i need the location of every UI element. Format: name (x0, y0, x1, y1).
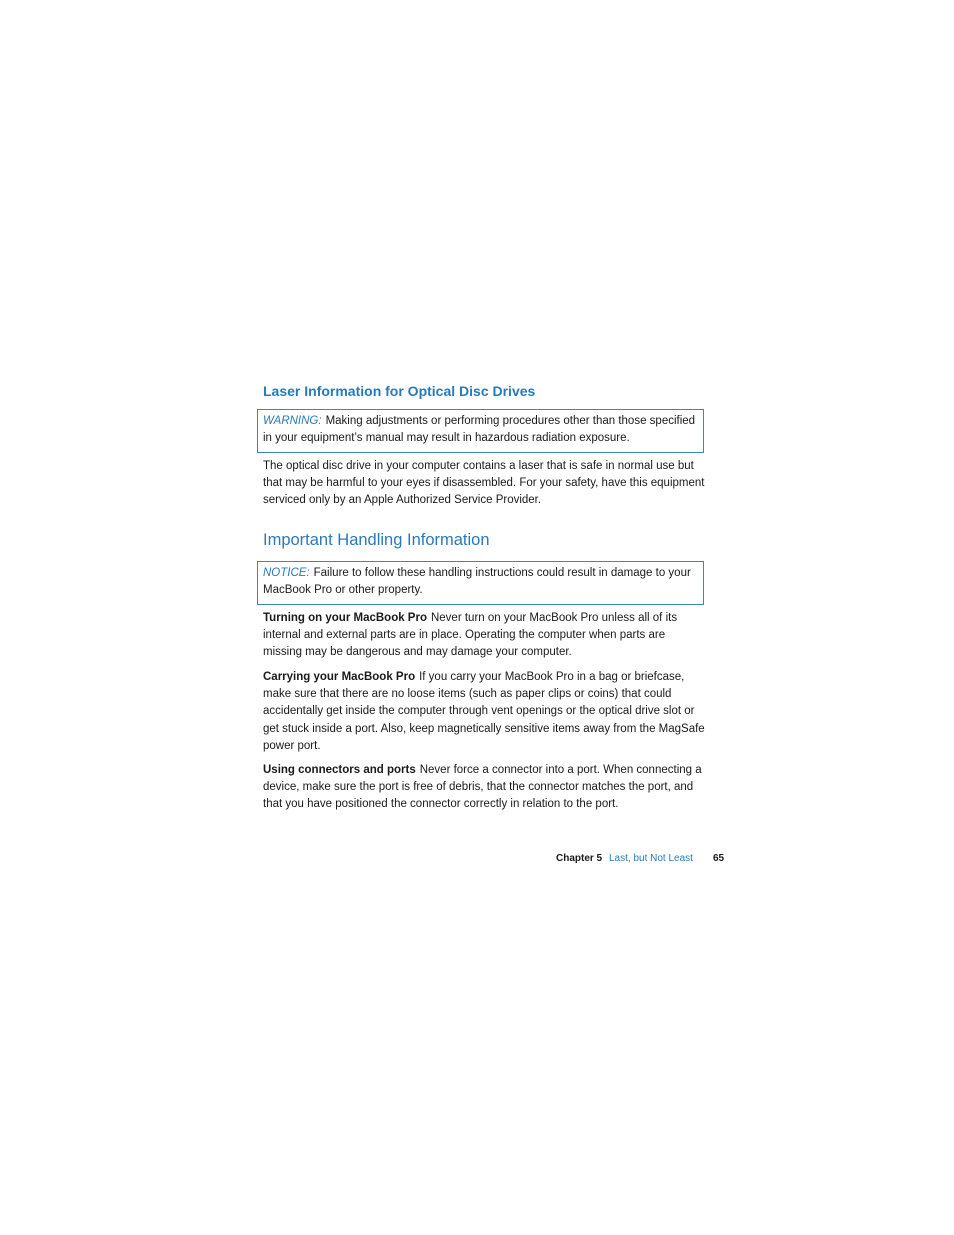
notice-text: Failure to follow these handling instructions could result in damage to your MacBook Pro or other property. (263, 567, 691, 596)
section-heading-laser: Laser Information for Optical Disc Drives (263, 383, 536, 399)
page-number: 65 (713, 853, 725, 864)
section-heading-handling: Important Handling Information (263, 531, 490, 549)
footer-chapter: Chapter 5 (556, 853, 603, 864)
item-text: Never turn on your MacBook Pro unless all of its internal and external parts are in place. Operating the computer when parts are missing may be dangerous and may damage your computer. (263, 612, 678, 659)
item-lead: Turning on your MacBook Pro (263, 612, 427, 624)
footer-chapter-title: Last, but Not Least (609, 853, 693, 864)
handling-item-turning-on (263, 610, 705, 662)
notice-label: NOTICE: (263, 567, 310, 579)
item-lead: Using connectors and ports (263, 764, 416, 776)
item-text: Never force a connector into a port. When connecting a device, make sure the port is free of debris, that the connector matches the port, and that you have positioned the connector correctly in relation to the port. (263, 764, 702, 811)
handling-item-connectors (263, 762, 705, 814)
warning-text: Making adjustments or performing procedures other than those specified in your equipment’s manual may result in hazardous radiation exposure. (263, 415, 696, 444)
warning-label: WARNING: (263, 415, 322, 427)
laser-body-paragraph: The optical disc drive in your computer contains a laser that is safe in normal use but that may be harmful to your eyes if disassembled. For your safety, have this equipment serviced only by an Apple Authorized Service Provider. (263, 460, 705, 507)
item-lead: Carrying your MacBook Pro (263, 671, 416, 683)
notice-box (257, 561, 704, 605)
handling-item-carrying (263, 669, 705, 755)
warning-box (257, 409, 704, 453)
item-text: If you carry your MacBook Pro in a bag or briefcase, make sure that there are no loose items (such as paper clips or coins) that could accidentally get inside the computer through vent openings or the optical drive slot or get stuck inside a port. Also, keep magnetically sensitive items away from the MagSafe power port. (263, 671, 705, 752)
